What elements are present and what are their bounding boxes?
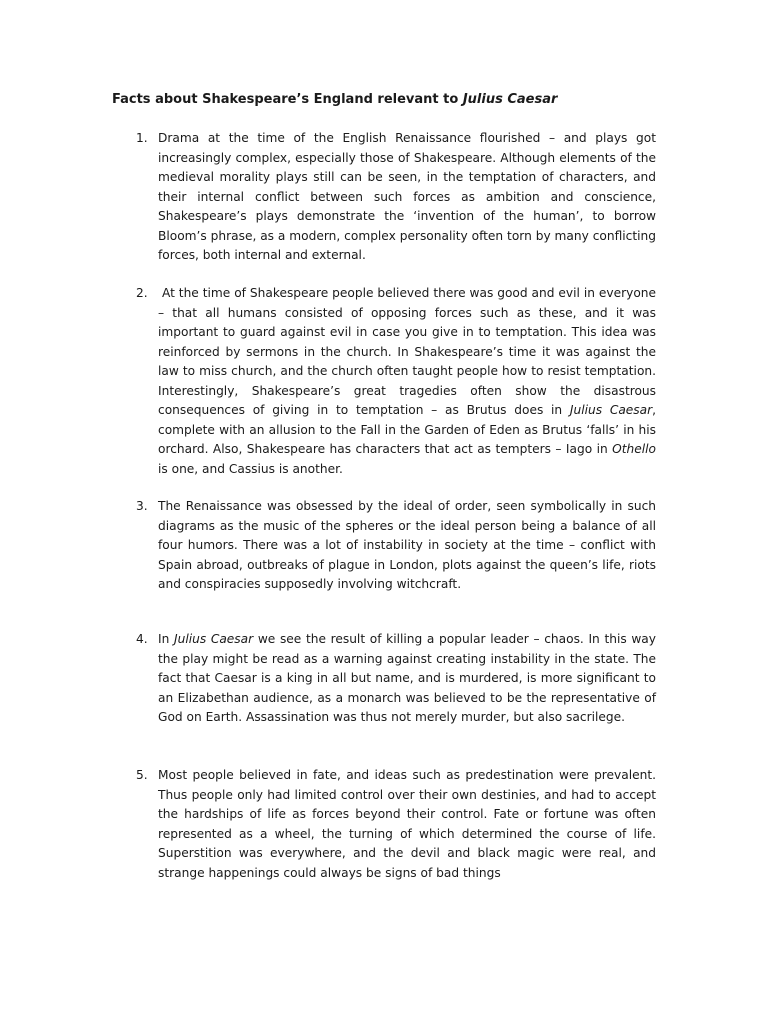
list-item-4: [136, 630, 656, 728]
list-text-2: [158, 284, 656, 479]
list-number-1: 1.: [136, 131, 148, 145]
page-title: [112, 90, 672, 110]
list-number-2: 2.: [136, 286, 148, 300]
title-text: Facts about Shakespeare’s England relevant to: [112, 92, 459, 107]
list-item-3: [136, 497, 656, 595]
list-text-4-part-b: we see the result of killing a popular leader – chaos. In this way the play might be read as a warning against creating instability in the state. The fact that Caesar is a king in all but name, and is murdered, is more significant to an Elizabethan audience, as a monarch was believed to be the representative of God on Earth. Assassination was thus not merely murder, but also sacrilege.: [158, 632, 656, 724]
list-item-2: [136, 284, 656, 479]
list-text-2-part-a: At the time of Shakespeare people believed there was good and evil in everyone – that all humans consisted of opposing forces such as these, and it was important to guard against evil in case you give in to temptation. This idea was reinforced by sermons in the church. In Shakespeare’s time it was against the law to miss church, and the church often taught people how to resist temptation. Interestingly, Shakespeare’s great tragedies often show the disastrous consequences of giving in to temptation – as Brutus does in: [158, 286, 657, 417]
title-play-name: Julius Caesar: [462, 92, 558, 107]
list-number-5: 5.: [136, 768, 148, 782]
list-text-4-italic-a: Julius Caesar: [174, 632, 254, 646]
list-text-2-part-c: is one, and Cassius is another.: [158, 461, 343, 476]
list-item-5: [136, 766, 656, 883]
list-text-2-italic-b: Othello: [612, 442, 656, 456]
list-text-2-part-b: , complete with an allusion to the Fall in the Garden of Eden as Brutus ‘falls’ in his orchard. Also, Shakespeare has characters that act as tempters – Iago in: [158, 403, 656, 456]
list-text-4: [158, 630, 656, 728]
list-text-5: Most people believed in fate, and ideas such as predestination were prevalent. Thus people only had limited control over their own destinies, and had to accept the hardships of life as forces beyond their control. Fate or fortune was often represented as a wheel, the turning of which determined the course of life. Superstition was everywhere, and the devil and black magic were real, and strange happenings could always be signs of bad things: [158, 768, 656, 880]
list-item-1: [136, 129, 656, 266]
list-text-1: Drama at the time of the English Renaissance flourished – and plays got increasingly complex, especially those of Shakespeare. Although elements of the medieval morality plays still can be seen, in the temptation of characters, and their internal conflict between such forces as ambition and conscience, Shakespeare’s plays demonstrate the ‘invention of the human’, to borrow Bloom’s phrase, as a modern, complex personality often torn by many conflicting forces, both internal and external.: [158, 131, 656, 262]
list-number-4: 4.: [136, 632, 148, 646]
list-text-2-italic-a: Julius Caesar: [569, 403, 653, 417]
list-text-4-part-a: In: [158, 632, 170, 646]
list-text-3: The Renaissance was obsessed by the ideal of order, seen symbolically in such diagrams as the music of the spheres or the ideal person being a balance of all four humors. There was a lot of instability in society at the time – conflict with Spain abroad, outbreaks of plague in London, plots against the queen’s life, riots and conspiracies supposedly involving witchcraft.: [158, 499, 656, 591]
list-number-3: 3.: [136, 499, 148, 513]
